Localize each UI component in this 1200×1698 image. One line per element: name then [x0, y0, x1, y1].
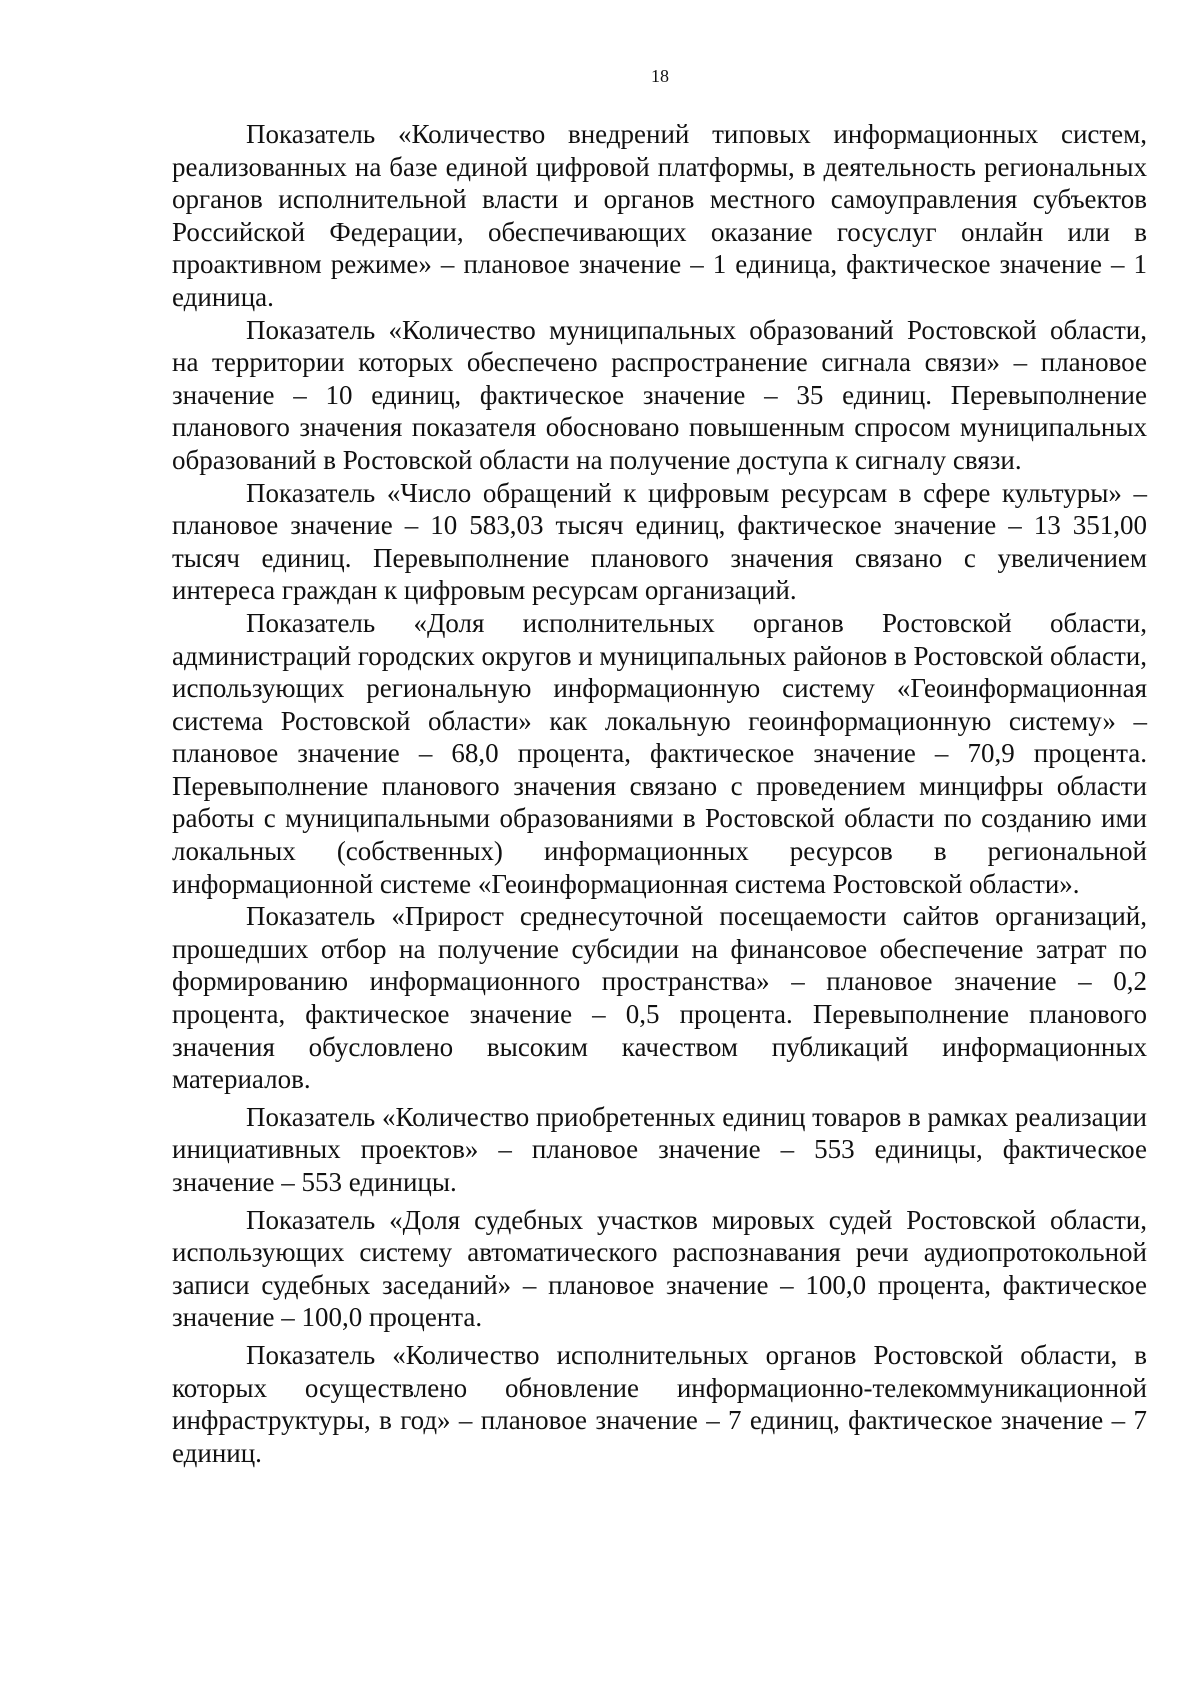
paragraph-digital-platform-systems: Показатель «Количество внедрений типовых информационных систем, реализованных на базе единой цифровой платформы, в деятельность региональных органов исполнительной власти и органов местного самоуправления субъектов Российской Федерации, обеспечивающих оказание госуслуг онлайн или в проактивном режиме» – плановое значение – 1 единица, фактическое значение – 1 единица.: [172, 119, 1147, 312]
paragraph-website-attendance: Показатель «Прирост среднесуточной посещаемости сайтов организаций, прошедших отбор на получение субсидии на финансовое обеспечение затрат по формированию информационного пространства» – плановое значение – 0,2 процента, фактическое значение – 0,5 процента. Перевыполнение планового значения обусловлено высоким качеством публикаций информационных материалов.: [172, 901, 1147, 1095]
paragraph-geoinformation-system: Показатель «Доля исполнительных органов Ростовской области, администраций городских округов и муниципальных районов в Ростовской области, использующих региональную информационную систему «Геоинформационная система Ростовской области» как локальную геоинформационную систему» – плановое значение – 68,0 процента, фактическое значение – 70,9 процента. Перевыполнение планового значения связано с проведением минцифры области работы с муниципальными образованиями в Ростовской области по созданию ими локальных (собственных) информационных ресурсов в региональной информационной системе «Геоинформационная система Ростовской области».: [172, 607, 1147, 899]
paragraph-culture-digital-resources: Показатель «Число обращений к цифровым ресурсам в сфере культуры» – плановое значение – 10 583,03 тысяч единиц, фактическое значение – 13 351,00 тысяч единиц. Перевыполнение планового значения связано с увеличением интереса граждан к цифровым ресурсам организаций.: [172, 477, 1147, 606]
paragraph-signal-coverage: Показатель «Количество муниципальных образований Ростовской области, на территории которых обеспечено распространение сигнала связи» – плановое значение – 10 единиц, фактическое значение – 35 единиц. Перевыполнение планового значения показателя обосновано повышенным спросом муниципальных образований в Ростовской области на получение доступа к сигналу связи.: [172, 314, 1147, 475]
paragraph-speech-recognition: Показатель «Доля судебных участков мировых судей Ростовской области, использующих систему автоматического распознавания речи аудиопротокольной записи судебных заседаний» – плановое значение – 100,0 процента, фактическое значение – 100,0 процента.: [172, 1204, 1147, 1333]
page-number: 18: [651, 66, 669, 86]
paragraph-initiative-projects: Показатель «Количество приобретенных единиц товаров в рамках реализации инициативных проектов» – плановое значение – 553 единицы, фактическое значение – 553 единицы.: [172, 1101, 1147, 1197]
document-body: [172, 118, 1147, 1469]
paragraph-ict-infrastructure: Показатель «Количество исполнительных органов Ростовской области, в которых осуществлено обновление информационно-телекоммуникационной инфраструктуры, в год» – плановое значение – 7 единиц, фактическое значение – 7 единиц.: [172, 1339, 1147, 1468]
